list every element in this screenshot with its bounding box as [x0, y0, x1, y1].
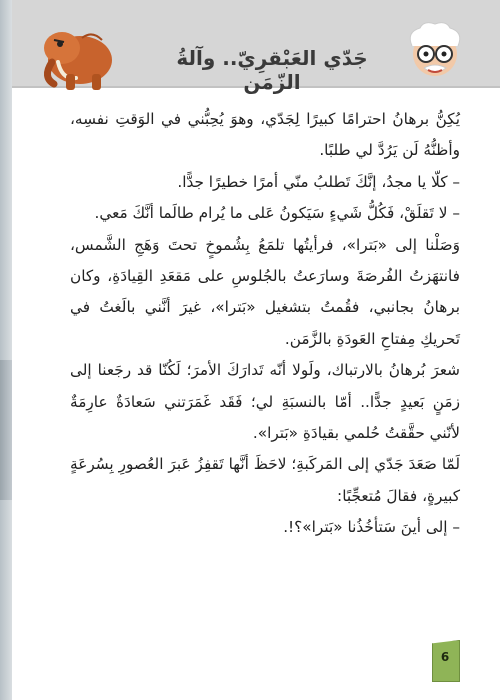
paragraph: يُكِنُّ برهانُ احترامًا كبيرًا لِجَدّي، وهوَ يُحِبُّني في الوَقتِ نفسِه، وأظنُّهُ لَن يَرُدَّ لي طلبًا. [70, 110, 460, 160]
story-text [70, 104, 460, 544]
paragraph: لَمّا صَعَدَ جَدّي إلى المَركَبةِ؛ لاحَظَ أنَّها تَقفِزُ عَبرَ العُصورِ بِسُرعَةٍ كبيرةٍ، فقالَ مُتعجِّبًا: [70, 455, 460, 505]
page-number-tab [432, 640, 462, 680]
scientist-grandfather-icon [400, 18, 470, 88]
page-edge-strip [0, 0, 12, 700]
paragraph: – لا تَقلَقْ، فَكُلُّ شَيءٍ سَيَكونُ عَلى ما يُرام طالَما أنَّكَ مَعي. [94, 204, 460, 223]
page-number: 6 [440, 650, 450, 664]
paragraph: – إلى أينَ سَتأخُذُنا «بَترا»؟!. [283, 518, 460, 537]
paragraph: وَصَلْنا إلى «بَترا»، فرأيتُها تلمَعُ بِشُموخٍ تحتَ وَهَجِ الشَّمس، فانتهَزتُ الفُرصَةَ وسارَعتُ بالجُلوسِ على مَقعَدِ القِيادَةِ، وكان برهانُ بجانبي، فقُمتُ بتشغيل «بَترا»، غيرَ أنَّني بالَغتُ في تَحريكِ مِفتاحِ العَودَةِ بالزَّمَن. [70, 235, 460, 348]
chapter-header [12, 0, 500, 94]
mammoth-icon [32, 22, 120, 92]
paragraph: – كلّا يا مجدُ، إنَّكَ تَطلبُ منّي أمرًا خطيرًا جدًّا. [177, 172, 460, 191]
chapter-title: جَدّي العَبْقرِيّ.. وآلةُ الزّمَن [176, 46, 368, 94]
paragraph: شعرَ بُرهانُ بالارتباك، ولَولا أنّه تَدارَكَ الأمرَ؛ لَكُنّا قد رجَعنا إلى زمَنٍ بَعيدٍ جدًّا.. أمّا بالنسبَةِ لي؛ فَقَد غَمَرَتني سَعادَةٌ عارِمَةٌ لأنّني حقَّقتُ حُلمي بقيادَةِ «بَترا». [70, 361, 460, 443]
